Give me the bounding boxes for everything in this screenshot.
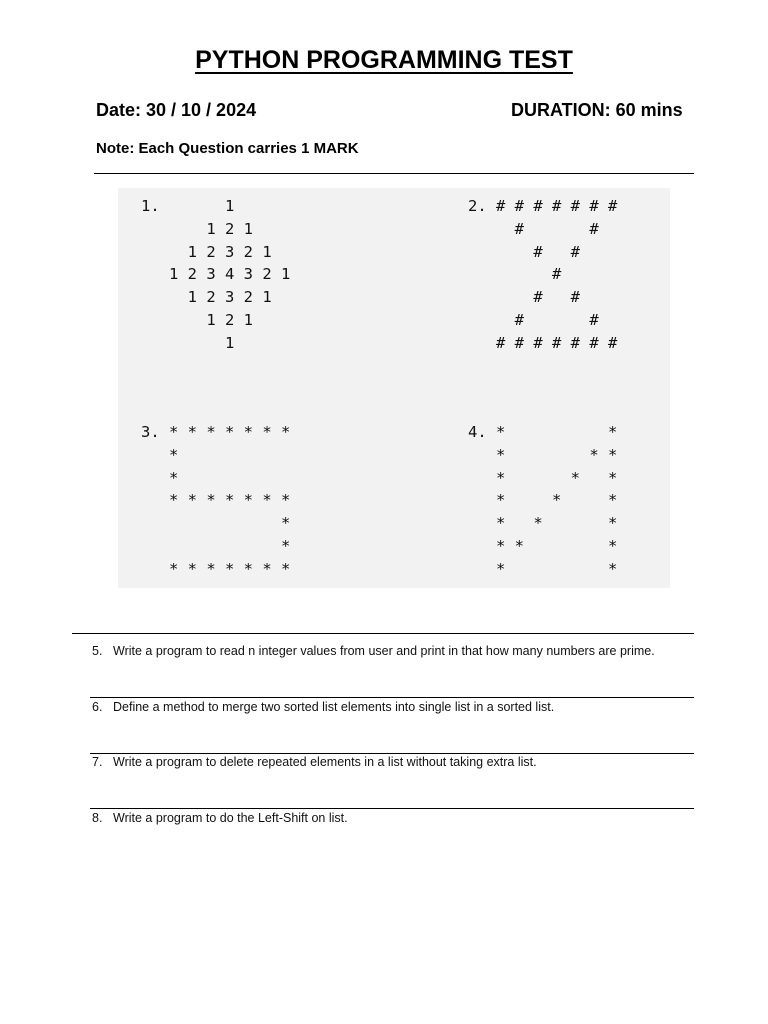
question-6	[92, 700, 554, 714]
answer-line	[90, 753, 694, 754]
pattern-questions-panel	[118, 188, 670, 588]
test-date: Date: 30 / 10 / 2024	[96, 100, 257, 120]
question-number: 8.	[92, 811, 103, 825]
question-number: 6.	[92, 700, 103, 714]
answer-line	[90, 697, 694, 698]
question-text: Write a program to read n integer values from user and print in that how many numbers are prime.	[113, 644, 655, 658]
pattern-4: 4. * * * * * * * * * * * * * * * * * * *	[468, 423, 618, 578]
question-7	[92, 755, 537, 769]
pattern-3: 3. * * * * * * * * * * * * * * * * * * * * * * * * *	[141, 423, 291, 578]
test-duration: DURATION: 60 mins	[511, 100, 683, 120]
question-number: 7.	[92, 755, 103, 769]
question-number: 5.	[92, 644, 103, 658]
pattern-2: 2. # # # # # # # # # # # # # # # # # # # # # # #	[468, 197, 618, 352]
header-divider	[94, 173, 694, 174]
question-text: Write a program to delete repeated elements in a list without taking extra list.	[113, 755, 537, 769]
question-8	[92, 811, 348, 825]
section-divider	[72, 633, 694, 634]
marking-note: Note: Each Question carries 1 MARK	[96, 140, 359, 157]
answer-line	[90, 808, 694, 809]
question-text: Define a method to merge two sorted list elements into single list in a sorted list.	[113, 700, 555, 714]
question-5	[92, 644, 655, 658]
question-text: Write a program to do the Left-Shift on list.	[113, 811, 348, 825]
page-title: PYTHON PROGRAMMING TEST	[195, 46, 573, 74]
pattern-1: 1. 1 1 2 1 1 2 3 2 1 1 2 3 4 3 2 1 1 2 3 2 1 1 2 1 1	[141, 197, 291, 352]
